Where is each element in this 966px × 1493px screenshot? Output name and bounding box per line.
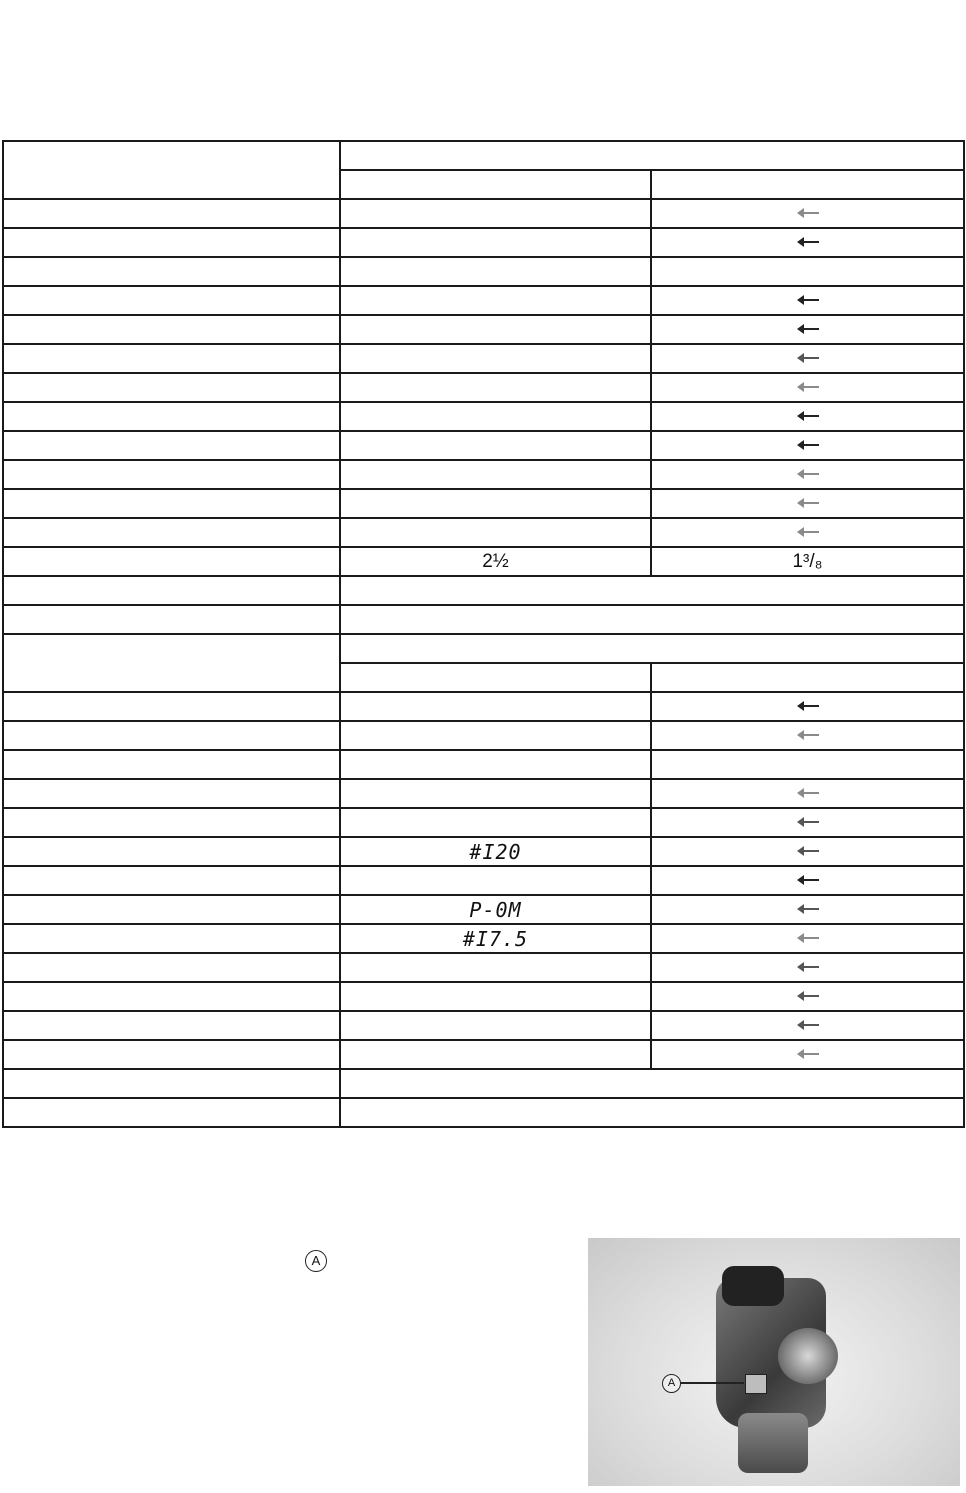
row-label-cell <box>3 866 340 895</box>
specification-table-body <box>3 141 964 1127</box>
same-as-left-arrow-icon <box>797 497 819 509</box>
value-cell-b <box>651 982 964 1011</box>
value-cell-a <box>340 721 651 750</box>
value-cell-a <box>340 1011 651 1040</box>
value-cell-a <box>340 257 651 286</box>
id-number-location <box>745 1374 767 1394</box>
carburetor-lower-body <box>738 1413 808 1473</box>
same-as-left-arrow-icon <box>797 236 819 248</box>
value-cell-b <box>651 1011 964 1040</box>
spanned-value-cell <box>340 1069 964 1098</box>
same-as-left-arrow-icon <box>797 874 819 886</box>
value-cell-b <box>651 1040 964 1069</box>
cell-value: #I7.5 <box>462 926 529 951</box>
row-label-cell <box>3 315 340 344</box>
table-row <box>3 808 964 837</box>
same-as-left-arrow-icon <box>797 352 819 364</box>
same-as-left-arrow-icon <box>797 468 819 480</box>
same-as-left-arrow-icon <box>797 903 819 915</box>
table-row <box>3 373 964 402</box>
column-header-a <box>340 170 651 199</box>
same-as-left-arrow-icon <box>797 961 819 973</box>
row-label-cell <box>3 489 340 518</box>
row-label-cell <box>3 1011 340 1040</box>
row-label-cell <box>3 605 340 634</box>
row-label-cell <box>3 1040 340 1069</box>
table-row <box>3 431 964 460</box>
value-cell-b <box>651 837 964 866</box>
value-cell-a <box>340 373 651 402</box>
same-as-left-arrow-icon <box>797 1048 819 1060</box>
table-row <box>3 228 964 257</box>
row-label-cell <box>3 924 340 953</box>
table-row <box>3 576 964 605</box>
table-row <box>3 257 964 286</box>
table-row <box>3 866 964 895</box>
table-row <box>3 315 964 344</box>
row-label-cell <box>3 286 340 315</box>
row-label-cell <box>3 808 340 837</box>
spanned-value-cell <box>340 1098 964 1127</box>
row-label-cell <box>3 1098 340 1127</box>
value-cell-a <box>340 518 651 547</box>
same-as-left-arrow-icon <box>797 439 819 451</box>
value-cell-a <box>340 953 651 982</box>
column-header-b <box>651 170 964 199</box>
value-cell-b <box>651 402 964 431</box>
same-as-left-arrow-icon <box>797 381 819 393</box>
column-header-a <box>340 663 651 692</box>
table-row <box>3 402 964 431</box>
value-cell-a <box>340 315 651 344</box>
cell-value: 2½ <box>482 550 509 572</box>
table-row <box>3 634 964 663</box>
table-row <box>3 837 964 866</box>
table-row <box>3 605 964 634</box>
same-as-left-arrow-icon <box>797 323 819 335</box>
table-row <box>3 141 964 170</box>
value-cell-b <box>651 286 964 315</box>
spanned-value-cell <box>340 576 964 605</box>
value-cell-b <box>651 344 964 373</box>
group-header-cell <box>340 141 964 170</box>
value-cell-a <box>340 924 651 953</box>
row-label-cell <box>3 228 340 257</box>
value-cell-a <box>340 1040 651 1069</box>
table-row <box>3 1011 964 1040</box>
value-cell-a <box>340 460 651 489</box>
table-row <box>3 1040 964 1069</box>
value-cell-a <box>340 344 651 373</box>
same-as-left-arrow-icon <box>797 700 819 712</box>
value-cell-a <box>340 489 651 518</box>
value-cell-a <box>340 779 651 808</box>
table-row <box>3 1098 964 1127</box>
row-label-cell <box>3 982 340 1011</box>
row-label-cell <box>3 692 340 721</box>
value-cell-a <box>340 431 651 460</box>
value-cell-a <box>340 199 651 228</box>
same-as-left-arrow-icon <box>797 729 819 741</box>
value-cell-a <box>340 895 651 924</box>
row-label-cell <box>3 953 340 982</box>
same-as-left-arrow-icon <box>797 1019 819 1031</box>
table-row <box>3 895 964 924</box>
value-cell-b <box>651 518 964 547</box>
reference-marker-a: A <box>305 1250 327 1272</box>
table-row <box>3 344 964 373</box>
row-label-cell <box>3 199 340 228</box>
table-row <box>3 199 964 228</box>
callout-leader-line <box>680 1382 744 1384</box>
spanned-value-cell <box>340 605 964 634</box>
value-cell-a <box>340 808 651 837</box>
row-label-cell <box>3 460 340 489</box>
row-label-cell <box>3 1069 340 1098</box>
group-header-cell <box>340 634 964 663</box>
cell-value: P-0M <box>469 897 522 922</box>
value-cell-b <box>651 547 964 576</box>
same-as-left-arrow-icon <box>797 990 819 1002</box>
column-header-b <box>651 663 964 692</box>
same-as-left-arrow-icon <box>797 526 819 538</box>
table-row <box>3 489 964 518</box>
row-label-cell <box>3 634 340 692</box>
row-label-cell <box>3 576 340 605</box>
same-as-left-arrow-icon <box>797 932 819 944</box>
specification-table <box>2 140 965 1128</box>
cell-value: 1³/₈ <box>792 550 823 572</box>
table-row <box>3 518 964 547</box>
value-cell-b <box>651 924 964 953</box>
callout-a: A <box>662 1374 681 1393</box>
row-label-cell <box>3 431 340 460</box>
table-row <box>3 982 964 1011</box>
value-cell-b <box>651 866 964 895</box>
table-row <box>3 779 964 808</box>
cell-value: #I20 <box>469 839 522 864</box>
table-row <box>3 924 964 953</box>
value-cell-b <box>651 808 964 837</box>
row-label-cell <box>3 750 340 779</box>
row-label-cell <box>3 402 340 431</box>
row-label-cell <box>3 547 340 576</box>
value-cell-a <box>340 692 651 721</box>
table-row <box>3 547 964 576</box>
row-label-cell <box>3 895 340 924</box>
row-label-cell <box>3 373 340 402</box>
value-cell-b <box>651 431 964 460</box>
value-cell-a <box>340 402 651 431</box>
value-cell-b <box>651 315 964 344</box>
row-label-cell <box>3 779 340 808</box>
same-as-left-arrow-icon <box>797 787 819 799</box>
value-cell-a <box>340 982 651 1011</box>
value-cell-b <box>651 692 964 721</box>
value-cell-a <box>340 866 651 895</box>
value-cell-b <box>651 750 964 779</box>
value-cell-a <box>340 750 651 779</box>
value-cell-b <box>651 489 964 518</box>
row-label-cell <box>3 518 340 547</box>
row-label-cell <box>3 141 340 199</box>
table-row <box>3 1069 964 1098</box>
value-cell-a <box>340 228 651 257</box>
same-as-left-arrow-icon <box>797 207 819 219</box>
value-cell-a <box>340 547 651 576</box>
value-cell-b <box>651 199 964 228</box>
value-cell-b <box>651 373 964 402</box>
table-row <box>3 286 964 315</box>
value-cell-b <box>651 257 964 286</box>
carburetor-photo <box>588 1238 960 1486</box>
value-cell-a <box>340 837 651 866</box>
table-row <box>3 460 964 489</box>
value-cell-b <box>651 953 964 982</box>
value-cell-b <box>651 721 964 750</box>
table-row <box>3 721 964 750</box>
carburetor-cap <box>722 1266 784 1306</box>
row-label-cell <box>3 257 340 286</box>
table-row <box>3 750 964 779</box>
row-label-cell <box>3 837 340 866</box>
row-label-cell <box>3 721 340 750</box>
same-as-left-arrow-icon <box>797 410 819 422</box>
table-row <box>3 692 964 721</box>
same-as-left-arrow-icon <box>797 294 819 306</box>
carburetor-bowl <box>778 1328 838 1384</box>
value-cell-b <box>651 779 964 808</box>
value-cell-a <box>340 286 651 315</box>
same-as-left-arrow-icon <box>797 845 819 857</box>
same-as-left-arrow-icon <box>797 816 819 828</box>
value-cell-b <box>651 460 964 489</box>
row-label-cell <box>3 344 340 373</box>
table-row <box>3 953 964 982</box>
value-cell-b <box>651 228 964 257</box>
value-cell-b <box>651 895 964 924</box>
